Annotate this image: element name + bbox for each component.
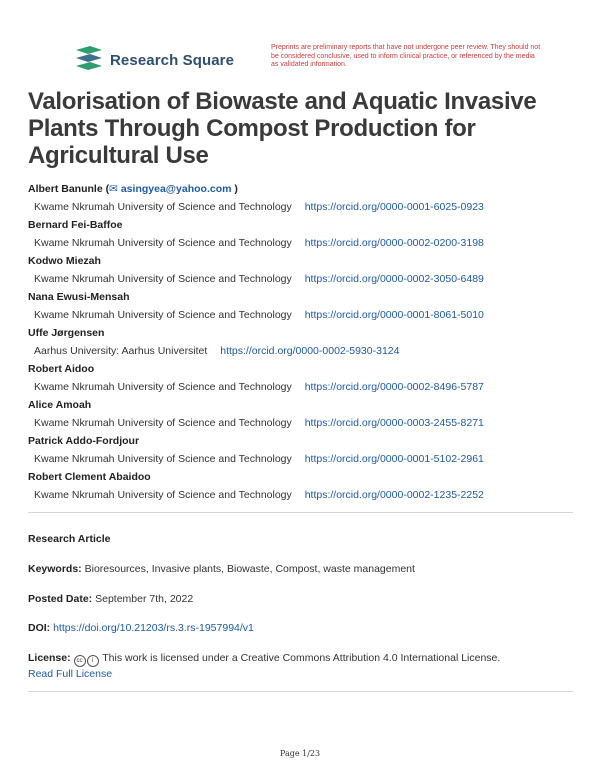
orcid-link[interactable]: https://orcid.org/0000-0002-5930-3124 (220, 345, 400, 357)
orcid-link[interactable]: https://orcid.org/0000-0002-0200-3198 (304, 237, 484, 249)
author-name: Bernard Fei-Baffoe (28, 219, 123, 231)
author-entry (28, 468, 588, 504)
doi-label: DOI: (28, 622, 51, 634)
author-affiliation: Kwame Nkrumah University of Science and Technology (34, 309, 292, 321)
author-affiliation: Kwame Nkrumah University of Science and Technology (34, 489, 292, 501)
author-entry (28, 216, 588, 252)
logo-text: Research Square (110, 52, 235, 69)
author-affiliation: Kwame Nkrumah University of Science and Technology (34, 453, 292, 465)
license-row (28, 652, 500, 667)
section-divider (28, 691, 573, 692)
orcid-link[interactable]: https://orcid.org/0000-0002-1235-2252 (304, 489, 484, 501)
author-affiliation: Kwame Nkrumah University of Science and Technology (34, 201, 292, 213)
author-entry (28, 288, 588, 324)
article-type: Research Article (28, 533, 111, 545)
author-entry (28, 360, 588, 396)
author-entry (28, 324, 588, 360)
author-entry (28, 252, 588, 288)
doi-row (28, 622, 254, 634)
author-entry (28, 432, 588, 468)
posted-date-label: Posted Date: (28, 593, 93, 605)
author-affiliation: Kwame Nkrumah University of Science and Technology (34, 273, 292, 285)
author-list (28, 180, 588, 504)
author-name: Albert Banunle (28, 183, 103, 195)
research-square-logo-icon (76, 46, 102, 75)
orcid-link[interactable]: https://orcid.org/0000-0002-8496-5787 (304, 381, 484, 393)
section-divider (28, 512, 573, 513)
author-affiliation: Aarhus University: Aarhus Universitet (34, 345, 208, 357)
orcid-link[interactable]: https://orcid.org/0000-0001-5102-2961 (304, 453, 484, 465)
author-name: Patrick Addo-Fordjour (28, 435, 140, 447)
envelope-icon: ✉ (109, 183, 118, 195)
author-affiliation: Kwame Nkrumah University of Science and Technology (34, 381, 292, 393)
author-affiliation: Kwame Nkrumah University of Science and Technology (34, 237, 292, 249)
author-name: Robert Clement Abaidoo (28, 471, 151, 483)
author-name: Nana Ewusi-Mensah (28, 291, 130, 303)
page-number: Page 1/23 (279, 749, 321, 758)
orcid-link[interactable]: https://orcid.org/0000-0003-2455-8271 (304, 417, 484, 429)
keywords-label: Keywords: (28, 563, 82, 575)
doi-link[interactable]: https://doi.org/10.21203/rs.3.rs-1957994/v1 (53, 622, 254, 634)
research-square-logo[interactable] (76, 46, 234, 75)
posted-date-row (28, 593, 193, 605)
preprint-disclaimer: Preprints are preliminary reports that have not undergone peer review. They should not be considered conclusive, used to inform clinical practice, or referenced by the media as validated information. (271, 44, 541, 68)
license-text: This work is licensed under a Creative Commons Attribution 4.0 International License. (102, 652, 501, 664)
attribution-icon: i (87, 655, 99, 667)
corresponding-email-link[interactable]: asingyea@yahoo.com (120, 183, 232, 195)
posted-date-value: September 7th, 2022 (95, 593, 194, 605)
orcid-link[interactable]: https://orcid.org/0000-0001-6025-0923 (304, 201, 484, 213)
author-name: Uffe Jørgensen (28, 327, 105, 339)
keywords-row (28, 563, 415, 575)
read-full-license-link[interactable]: Read Full License (28, 668, 113, 680)
orcid-link[interactable]: https://orcid.org/0000-0001-8061-5010 (304, 309, 484, 321)
author-name: Alice Amoah (28, 399, 92, 411)
license-label: License: (28, 652, 71, 664)
creative-commons-icon: cc (74, 655, 86, 667)
author-name: Robert Aidoo (28, 363, 95, 375)
author-name: Kodwo Miezah (28, 255, 101, 267)
orcid-link[interactable]: https://orcid.org/0000-0002-3050-6489 (304, 273, 484, 285)
keywords-value: Bioresources, Invasive plants, Biowaste, Compost, waste management (84, 563, 415, 575)
author-affiliation: Kwame Nkrumah University of Science and Technology (34, 417, 292, 429)
paper-title: Valorisation of Biowaste and Aquatic Invasive Plants Through Compost Production for Agricultural Use (28, 88, 537, 169)
author-entry (28, 396, 588, 432)
author-entry: Albert Banunle (✉ asingyea@yahoo.com ) Kwame Nkrumah University of Science and Technology https://orcid.org/0000-0001-6025-0923 (28, 183, 484, 213)
